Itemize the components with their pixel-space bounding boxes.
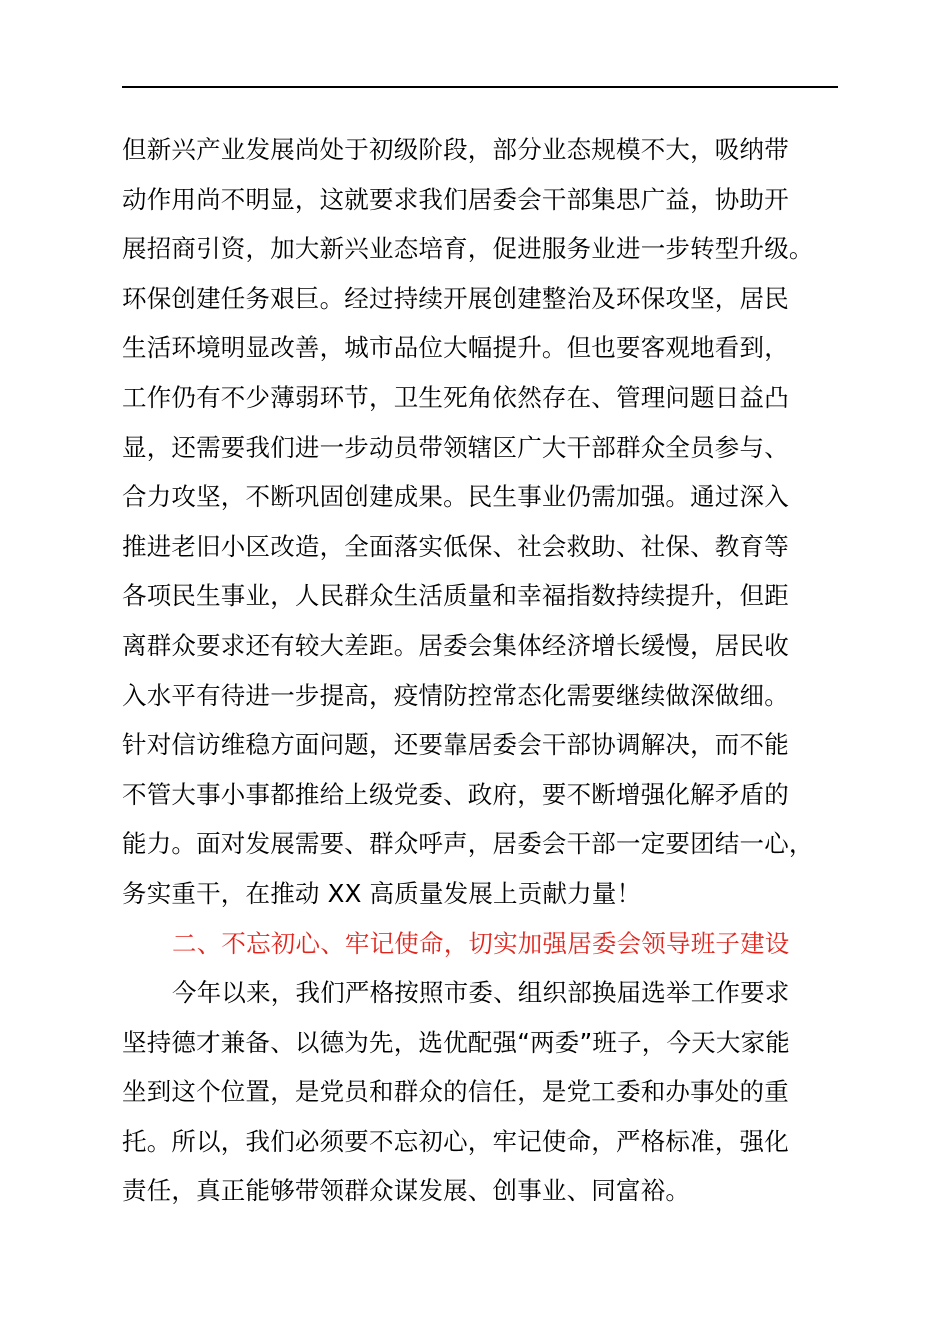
text-line: 坐到这个位置，是党员和群众的信任，是党工委和办事处的重 — [122, 1077, 789, 1107]
section-heading: 二、不忘初心、牢记使命，切实加强居委会领导班子建设 — [172, 928, 790, 958]
text-line: 环保创建任务艰巨。经过持续开展创建整治及环保攻坚，居民 — [122, 283, 789, 313]
text-line: 坚持德才兼备、以德为先，选优配强“两委”班子，今天大家能 — [122, 1027, 790, 1057]
text-line: 推进老旧小区改造，全面落实低保、社会救助、社保、教育等 — [122, 531, 789, 561]
text-line: 显，还需要我们进一步动员带领辖区广大干部群众全员参与、 — [122, 432, 789, 462]
text-line: 务实重干，在推动 XX 高质量发展上贡献力量！ — [122, 878, 642, 908]
text-line: 能力。面对发展需要、群众呼声，居委会干部一定要团结一心， — [122, 829, 814, 859]
text-line: 生活环境明显改善，城市品位大幅提升。但也要客观地看到， — [122, 333, 789, 363]
text-line: 但新兴产业发展尚处于初级阶段，部分业态规模不大，吸纳带 — [122, 135, 789, 164]
text-line: 不管大事小事都推给上级党委、政府，要不断增强化解矛盾的 — [122, 779, 789, 809]
text-line: 合力攻坚，不断巩固创建成果。民生事业仍需加强。通过深入 — [122, 482, 789, 512]
text-line: 离群众要求还有较大差距。居委会集体经济增长缓慢，居民收 — [122, 630, 789, 660]
text-line: 责任，真正能够带领群众谋发展、创事业、同富裕。 — [122, 1176, 691, 1206]
text-line: 针对信访维稳方面问题，还要靠居委会干部协调解决，而不能 — [122, 730, 789, 760]
text-line: 展招商引资，加大新兴业态培育，促进服务业进一步转型升级。 — [122, 234, 814, 264]
paragraph-2 — [122, 968, 862, 1216]
text-line: 今年以来，我们严格按照市委、组织部换届选举工作要求 — [172, 978, 790, 1008]
text-line: 托。所以，我们必须要不忘初心，牢记使命，严格标准，强化 — [122, 1126, 789, 1156]
text-line: 工作仍有不少薄弱环节，卫生死角依然存在、管理问题日益凸 — [122, 382, 789, 412]
text-line: 动作用尚不明显，这就要求我们居委会干部集思广益，协助开 — [122, 184, 789, 214]
text-line: 入水平有待进一步提高，疫情防控常态化需要继续做深做细。 — [122, 680, 789, 710]
header-rule — [122, 86, 838, 88]
paragraph-1 — [122, 125, 862, 919]
document-body — [122, 125, 862, 1216]
text-line: 各项民生事业，人民群众生活质量和幸福指数持续提升，但距 — [122, 581, 789, 611]
